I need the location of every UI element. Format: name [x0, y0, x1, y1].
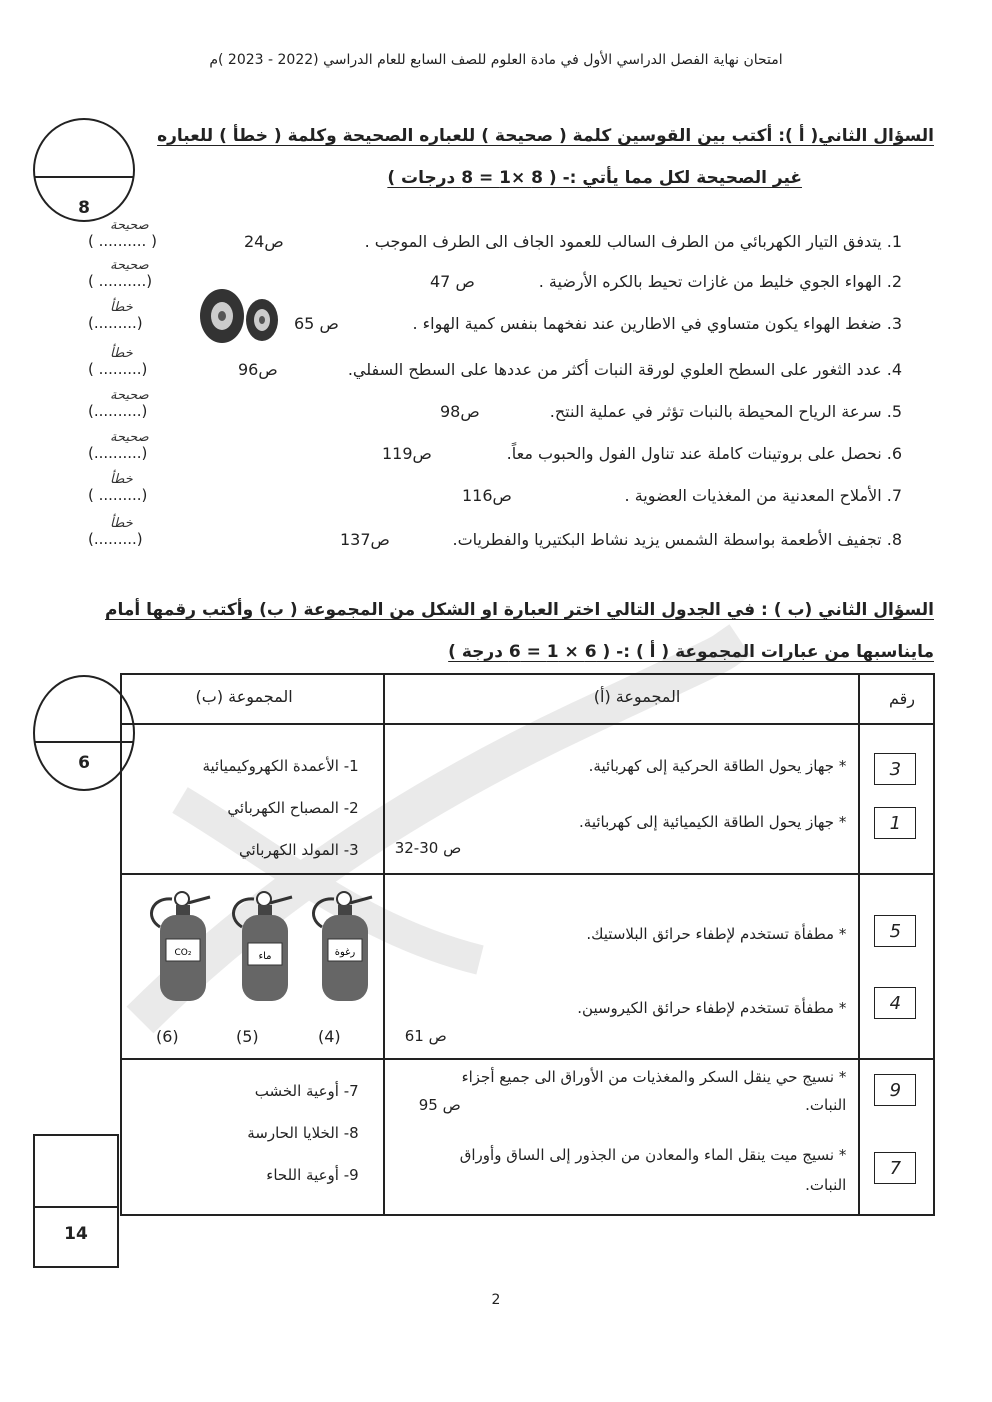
section-b-title-line1: السؤال الثاني (ب ) : في الجدول التالي اختر العبارة او الشكل من المجموعة ( ب) وأكتب رقمها أمام — [105, 600, 934, 620]
statement-8-answer-bracket — [88, 516, 143, 548]
row3-a-1-line2: النبات. — [805, 1096, 847, 1114]
statement-2: 2. الهواء الجوي خليط من غازات تحيط بالكره الأرضية . — [538, 272, 902, 291]
section-b-score: 6 — [78, 753, 90, 773]
ext-num-6: (6) — [156, 1027, 179, 1046]
row1-b-1: 1- الأعمدة الكهروكيميائية — [202, 757, 359, 775]
statement-2-answer-bracket — [88, 258, 153, 290]
ext-num-4: (4) — [318, 1027, 341, 1046]
section-a-score: 8 — [78, 198, 90, 218]
handwritten-answer: صحيحة — [110, 258, 149, 273]
row1-num — [859, 724, 934, 874]
row2-group-a — [384, 874, 860, 1059]
row3-page-ref: ص 95 — [418, 1096, 461, 1114]
ext-label-co2: CO₂ — [174, 948, 192, 958]
header-group-b-cell — [121, 674, 384, 724]
handwritten-answer: صحيحة — [110, 218, 149, 233]
row3-group-a — [384, 1059, 860, 1215]
answer-bracket: (..........) — [88, 402, 148, 420]
header-group-a-cell — [384, 674, 860, 724]
statement-5-page-ref: ص98 — [440, 402, 480, 421]
handwritten-answer: خطأ — [110, 346, 133, 361]
matching-table — [120, 673, 935, 1216]
fire-extinguishers-icon — [130, 887, 380, 1007]
answer-bracket: (.........) — [88, 530, 143, 548]
statement-3-answer-bracket — [88, 300, 143, 332]
row2-a-2: * مطفأة تستخدم لإطفاء حرائق الكيروسين. — [577, 999, 847, 1017]
answer-bracket: ( ..........) — [88, 272, 153, 290]
statement-7-answer-bracket — [88, 472, 148, 504]
row1-b-2: 2- المصباح الكهربائي — [227, 799, 359, 817]
row3-answer-1: 9 — [874, 1074, 916, 1106]
answer-bracket: (..........) — [88, 444, 148, 462]
row3-num — [859, 1059, 934, 1215]
row2-page-ref: ص 61 — [404, 1027, 447, 1045]
header-num-cell — [859, 674, 934, 724]
row2-answer-1: 5 — [874, 915, 916, 947]
statement-5: 5. سرعة الرياح المحيطة بالنبات تؤثر في عملية النتح. — [549, 402, 902, 421]
row1-a-2: * جهاز يحول الطاقة الكيميائية إلى كهربائية. — [579, 813, 847, 831]
row2-num — [859, 874, 934, 1059]
statement-1-page-ref: ص24 — [244, 232, 284, 251]
row1-group-b — [121, 724, 384, 874]
total-score: 14 — [64, 1224, 88, 1244]
statement-8-page-ref: ص137 — [340, 530, 390, 549]
statement-6-page-ref: ص119 — [382, 444, 432, 463]
statement-5-answer-bracket — [88, 388, 149, 420]
row1-group-a — [384, 724, 860, 874]
row3-b-7: 7- أوعية الخشب — [254, 1082, 359, 1100]
handwritten-answer: صحيحة — [110, 388, 149, 403]
row2-answer-2: 4 — [874, 987, 916, 1019]
statement-7: 7. الأملاح المعدنية من المغذيات العضوية . — [624, 486, 902, 505]
statement-1-answer-bracket — [88, 218, 157, 250]
row1-answer-2: 1 — [874, 807, 916, 839]
row2-a-1: * مطفأة تستخدم لإطفاء حرائق البلاستيك. — [586, 925, 847, 943]
header-group-b: المجموعة (ب) — [195, 687, 293, 706]
statement-1: 1. يتدفق التيار الكهربائي من الطرف السالب للعمود الجاف الى الطرف الموجب . — [364, 232, 902, 251]
statement-4-answer-bracket — [88, 346, 148, 378]
handwritten-answer: خطأ — [110, 300, 133, 315]
section-a-score-circle — [33, 118, 135, 222]
statement-3: 3. ضغط الهواء يكون متساوي في الاطارين عند نفخهما بنفس كمية الهواء . — [412, 314, 902, 333]
row3-answer-2: 7 — [874, 1152, 916, 1184]
total-score-box — [33, 1134, 119, 1268]
statement-2-page-ref: ص 47 — [430, 272, 475, 291]
handwritten-answer: خطأ — [110, 516, 133, 531]
statement-7-page-ref: ص116 — [462, 486, 512, 505]
row3-group-b — [121, 1059, 384, 1215]
statement-4-page-ref: ص96 — [238, 360, 278, 379]
row3-b-8: 8- الخلايا الحارسة — [247, 1124, 359, 1142]
statement-4: 4. عدد الثغور على السطح العلوي لورقة النبات أكثر من عددها على السطح السفلي. — [347, 360, 902, 379]
row3-a-2-line1: * نسيج ميت ينقل الماء والمعادن من الجذور إلى الساق وأوراق — [459, 1146, 847, 1164]
statement-6: 6. نحصل على بروتينات كاملة عند تناول الفول والحبوب معاً. — [506, 444, 902, 463]
section-b-title-line2: مايناسبها من عبارات المجموعة ( أ ) :- ( 6 × 1 = 6 درجة ) — [448, 642, 934, 662]
statement-8: 8. تجفيف الأطعمة بواسطة الشمس يزيد نشاط البكتيريا والفطريات. — [452, 530, 902, 549]
handwritten-answer: صحيحة — [110, 430, 149, 445]
row1-answer-1: 3 — [874, 753, 916, 785]
row3-a-2-line2: النبات. — [805, 1176, 847, 1194]
row3-a-1-line1: * نسيج حي ينقل السكر والمغذيات من الأوراق الى جميع أجزاء — [461, 1068, 847, 1086]
statement-3-page-ref: ص 65 — [294, 314, 339, 333]
answer-bracket: ( .........) — [88, 486, 148, 504]
ext-label-water: ماء — [258, 951, 272, 962]
tires-icon — [196, 288, 286, 344]
header-num: رقم — [888, 689, 915, 708]
row2-group-b — [121, 874, 384, 1059]
section-a-title-line1: السؤال الثاني( أ ): أكتب بين القوسين كلمة ( صحيحة ) للعباره الصحيحة وكلمة ( خطأ ) للعباره — [157, 126, 934, 146]
page-number: 2 — [491, 1292, 501, 1308]
answer-bracket: (.........) — [88, 314, 143, 332]
answer-bracket: ( .........) — [88, 360, 148, 378]
header-group-a: المجموعة (أ) — [593, 687, 681, 706]
handwritten-answer: خطأ — [110, 472, 133, 487]
exam-header: امتحان نهاية الفصل الدراسي الأول في مادة العلوم للصف السابع للعام الدراسي (2022 - 2023 )م — [209, 52, 783, 68]
row3-b-9: 9- أوعية اللحاء — [266, 1166, 359, 1184]
ext-num-5: (5) — [236, 1027, 259, 1046]
row1-b-3: 3- المولد الكهربائي — [238, 841, 359, 859]
statement-6-answer-bracket — [88, 430, 149, 462]
row1-page-ref: ص 30-32 — [394, 839, 462, 857]
answer-bracket: ( .......... ) — [88, 232, 157, 250]
row1-a-1: * جهاز يحول الطاقة الحركية إلى كهربائية. — [588, 757, 847, 775]
section-a-title-line2: غير الصحيحة لكل مما يأتي :- ( 8 ×1 = 8 درجات ) — [387, 168, 802, 188]
ext-label-foam: رغوة — [334, 947, 356, 958]
